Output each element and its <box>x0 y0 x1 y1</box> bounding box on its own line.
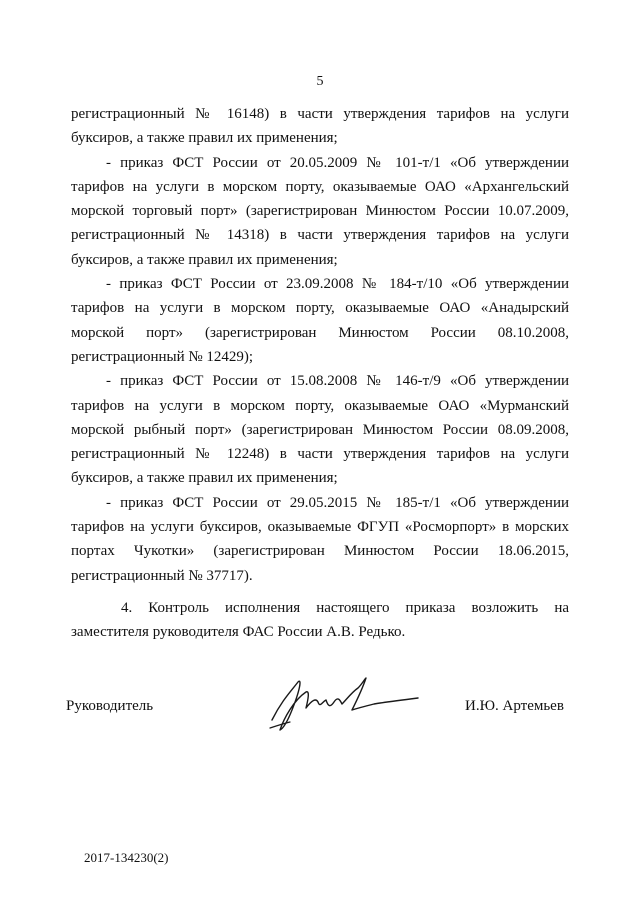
document-body <box>71 102 569 645</box>
paragraph-order-184: - приказ ФСТ России от 23.09.2008 № 184-т/10 «Об утверждении тарифов на услуги в морском порту, оказываемые ОАО «Анадырский морской порт» (зарегистрирован Минюстом России 08.10.2008, регистрационный № 12429); <box>71 276 569 365</box>
paragraph-order-146: - приказ ФСТ России от 15.08.2008 № 146-т/9 «Об утверждении тарифов на услуги в морском порту, оказываемые ОАО «Мурманский морской рыбный порт» (зарегистрирован Минюстом России 08.09.2008, регистрационный № 12248) в части утверждения тарифов на услуги буксиров, а также правил их применения; <box>71 373 569 487</box>
page-number: 5 <box>316 74 324 89</box>
signatory-name: И.Ю. Артемьев <box>465 698 564 714</box>
paragraph-order-101: - приказ ФСТ России от 20.05.2009 № 101-т/1 «Об утверждении тарифов на услуги в морском порту, оказываемые ОАО «Архангельский морской торговый порт» (зарегистрирован Минюстом России 10.07.2009, регистрационный № 14318) в части утверждения тарифов на услуги буксиров, а также правил их применения; <box>71 154 569 268</box>
paragraph-continuation: регистрационный № 16148) в части утверждения тарифов на услуги буксиров, а также правил их применения; <box>71 106 569 147</box>
document-number: 2017-134230(2) <box>84 850 169 865</box>
signatory-title: Руководитель <box>66 698 154 714</box>
signature-image <box>262 660 422 740</box>
paragraph-order-185: - приказ ФСТ России от 29.05.2015 № 185-т/1 «Об утверждении тарифов на услуги буксиров, оказываемые ФГУП «Росморпорт» в морских портах Чукотки» (зарегистрирован Минюстом России 18.06.2015, регистрационный № 37717). <box>71 494 569 584</box>
paragraph-control-clause: 4. Контроль исполнения настоящего приказа возложить на заместителя руководителя ФАС России А.В. Редько. <box>71 599 569 641</box>
